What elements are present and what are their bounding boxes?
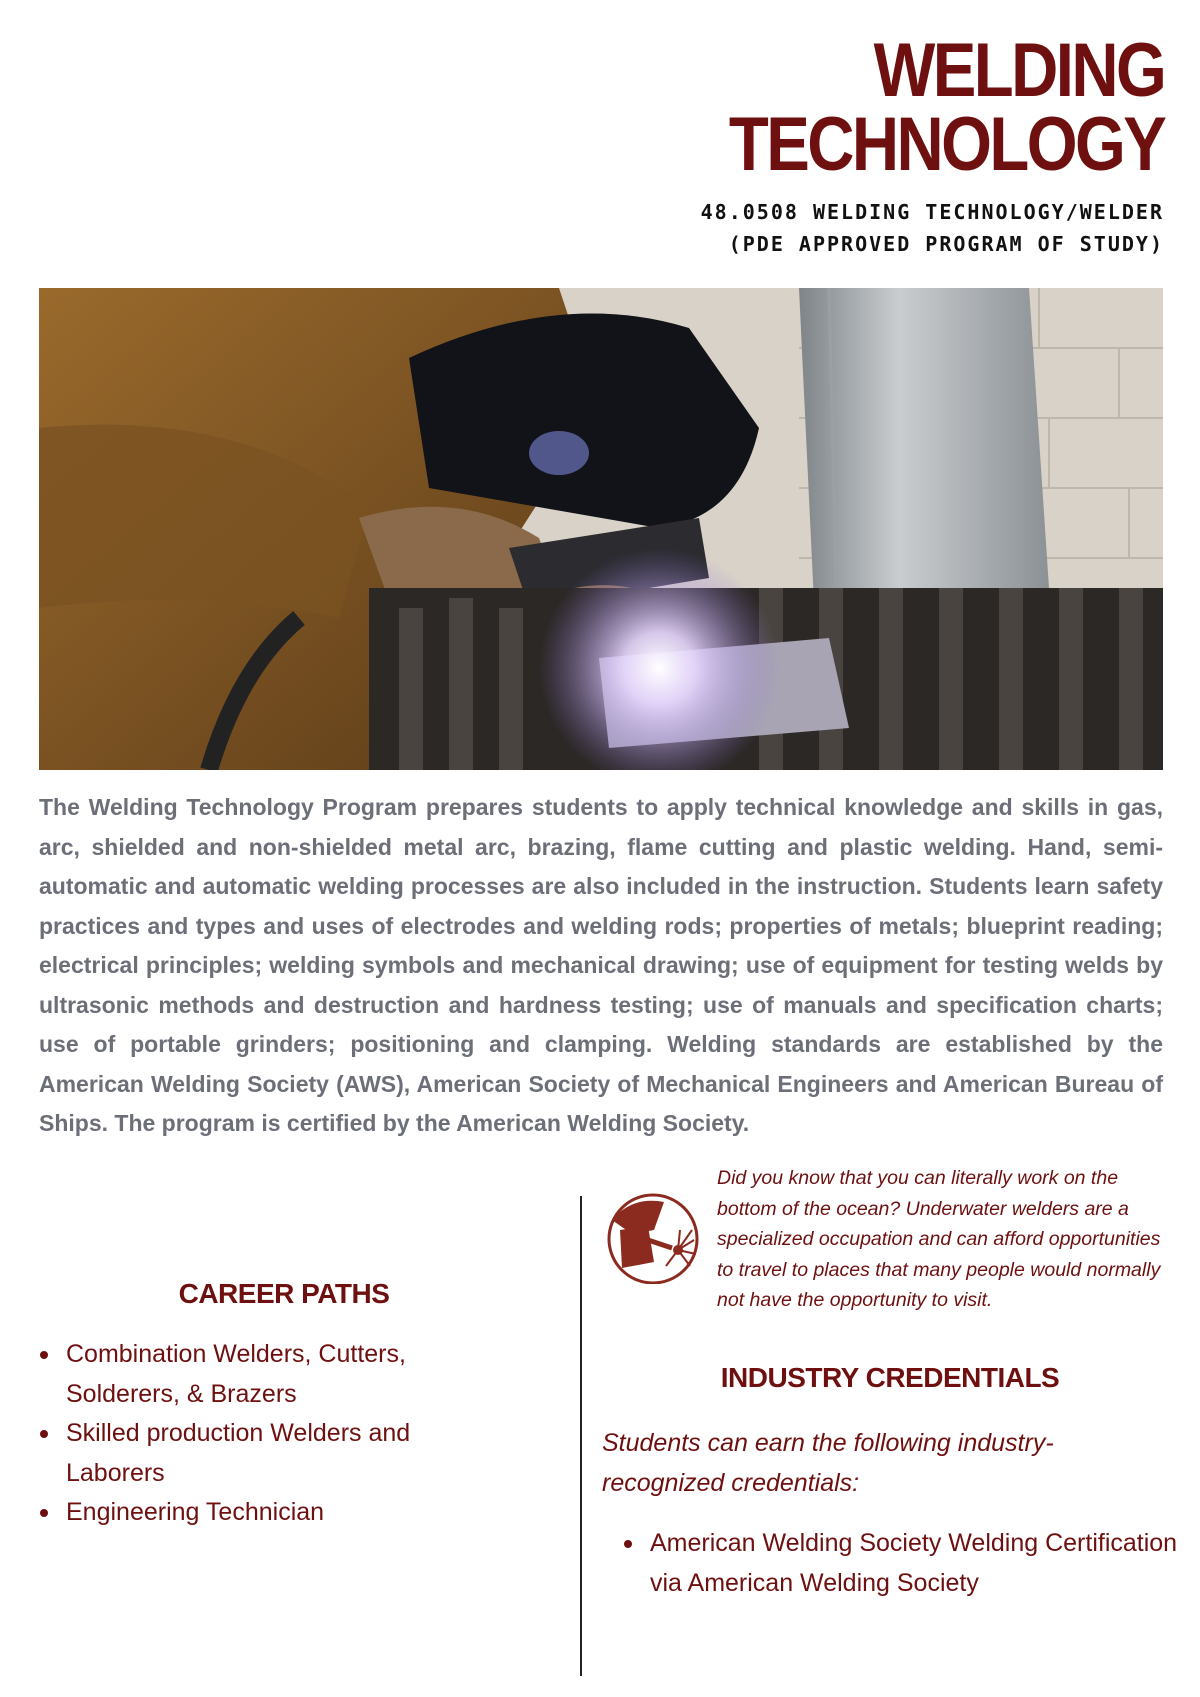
credentials-list <box>650 1524 1180 1603</box>
welding-photo <box>39 288 1163 770</box>
list-item: Combination Welders, Cutters, Solderers, & Brazers <box>66 1335 486 1414</box>
welding-photo-illustration <box>39 288 1163 770</box>
program-code-line-1: 48.0508 WELDING TECHNOLOGY/WELDER <box>700 200 1164 224</box>
page-title <box>728 28 1164 187</box>
list-item: Skilled production Welders and Laborers <box>66 1414 486 1493</box>
program-code-line-2: (PDE APPROVED PROGRAM OF STUDY) <box>728 232 1164 256</box>
column-divider <box>580 1196 582 1676</box>
credentials-intro: Students can earn the following industry-recognized credentials: <box>602 1429 1054 1497</box>
industry-credentials-heading: INDUSTRY CREDENTIALS <box>720 1362 1060 1393</box>
career-paths-heading: CAREER PATHS <box>178 1278 390 1309</box>
welder-icon <box>602 1190 700 1284</box>
program-description: The Welding Technology Program prepares students to apply technical knowledge and skills in gas, arc, shielded and non-shielded metal arc, brazing, flame cutting and plastic welding. Hand, semi-automatic and automatic welding processes are also included in the instruction. Students learn safety practices and types and uses of electrodes and welding rods; properties of metals; blueprint reading; electrical principles; welding symbols and mechanical drawing; use of equipment for testing welds by ultrasonic methods and destruction and hardness testing; use of manuals and specification charts; use of portable grinders; positioning and clamping. Welding standards are established by the American Welding Society (AWS), American Society of Mechanical Engineers and American Bureau of Ships. The program is certified by the American Welding Society. <box>39 794 1163 1136</box>
title-line-2: TECHNOLOGY <box>728 102 1164 187</box>
title-line-1: WELDING <box>873 28 1164 113</box>
list-item: American Welding Society Welding Certification via American Welding Society <box>650 1524 1180 1603</box>
program-code <box>701 196 1164 260</box>
list-item: Engineering Technician <box>66 1493 486 1533</box>
fun-fact-text: Did you know that you can literally work on the bottom of the ocean? Underwater welders are a specialized occupation and can afford opportunities to travel to places that many people would normally not have the opportunity to visit. <box>717 1167 1161 1311</box>
career-paths-list <box>66 1335 486 1533</box>
